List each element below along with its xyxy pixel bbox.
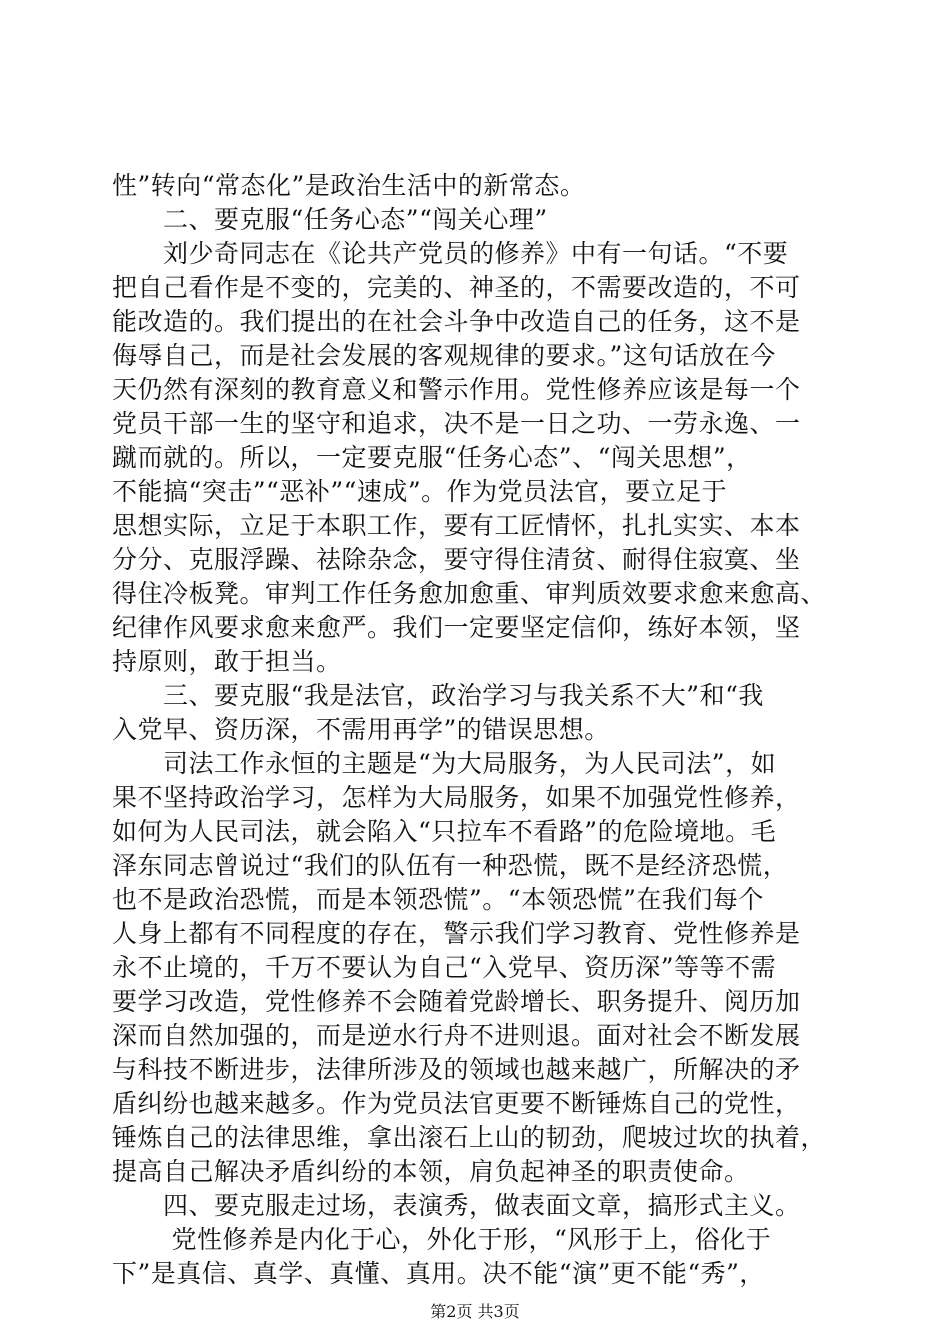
text-line: 蹴而就的。所以，一定要克服“任务心态”、“闯关思想”，	[112, 443, 752, 472]
section-heading: 三、要克服“我是法官，政治学习与我关系不大”和“我	[112, 681, 764, 710]
text-line: 锤炼自己的法律思维，拿出滚石上山的韧劲，爬坡过坎的执着，	[112, 1123, 827, 1152]
text-line: 得住冷板凳。审判工作任务愈加愈重、审判质效要求愈来愈高、	[112, 579, 827, 608]
text-line: 司法工作永恒的主题是“为大局服务，为人民司法”，如	[112, 749, 777, 778]
text-line: 能改造的。我们提出的在社会斗争中改造自己的任务，这不是	[112, 307, 801, 336]
text-line: 刘少奇同志在《论共产党员的修养》中有一句话。“不要	[112, 239, 789, 268]
text-line: 深而自然加强的，而是逆水行舟不进则退。面对社会不断发展	[112, 1021, 801, 1050]
text-line: 天仍然有深刻的教育意义和警示作用。党性修养应该是每一个	[112, 375, 801, 404]
text-line: 泽东同志曾说过“我们的队伍有一种恐慌，既不是经济恐慌，	[112, 851, 789, 880]
text-line: 也不是政治恐慌，而是本领恐慌”。“本领恐慌”在我们每个	[112, 885, 764, 914]
text-line: 盾纠纷也越来越多。作为党员法官更要不断锤炼自己的党性，	[112, 1089, 801, 1118]
text-line: 党性修养是内化于心，外化于形，“风形于上，俗化于	[112, 1225, 772, 1254]
section-heading: 二、要克服“任务心态”“闯关心理”	[112, 205, 548, 234]
text-line: 党员干部一生的坚守和追求，决不是一日之功、一劳永逸、一	[112, 409, 801, 438]
text-line: 下”是真信、真学、真懂、真用。决不能“演”更不能“秀”，	[112, 1259, 765, 1288]
text-line: 性”转向“常态化”是政治生活中的新常态。	[112, 171, 586, 200]
section-heading: 四、要克服走过场，表演秀，做表面文章，搞形式主义。	[112, 1191, 801, 1220]
text-line: 纪律作风要求愈来愈严。我们一定要坚定信仰，练好本领，坚	[112, 613, 801, 642]
text-line: 人身上都有不同程度的存在，警示我们学习教育、党性修养是	[112, 919, 801, 948]
text-line: 分分、克服浮躁、祛除杂念，要守得住清贫、耐得住寂寞、坐	[112, 545, 801, 574]
text-line: 与科技不断进步，法律所涉及的领域也越来越广，所解决的矛	[112, 1055, 801, 1084]
text-line: 提高自己解决矛盾纠纷的本领，肩负起神圣的职责使命。	[112, 1157, 750, 1186]
text-line: 不能搞“突击”“恶补”“速成”。作为党员法官，要立足于	[112, 477, 728, 506]
text-line: 如何为人民司法，就会陷入“只拉车不看路”的危险境地。毛	[112, 817, 777, 846]
text-line: 要学习改造，党性修养不会随着党龄增长、职务提升、阅历加	[112, 987, 801, 1016]
text-line: 持原则，敢于担当。	[112, 647, 342, 676]
page-number-footer: 第2页 共3页	[430, 1302, 520, 1321]
text-line: 侮辱自己，而是社会发展的客观规律的要求。”这句话放在今	[112, 341, 776, 370]
text-line: 入党早、资历深，不需用再学”的错误思想。	[112, 715, 610, 744]
text-line: 果不坚持政治学习，怎样为大局服务，如果不加强党性修养，	[112, 783, 801, 812]
text-line: 把自己看作是不变的，完美的、神圣的，不需要改造的，不可	[112, 273, 801, 302]
text-line: 思想实际，立足于本职工作，要有工匠情怀，扎扎实实、本本	[112, 511, 801, 540]
text-line: 永不止境的，千万不要认为自己“入党早、资历深”等等不需	[112, 953, 777, 982]
